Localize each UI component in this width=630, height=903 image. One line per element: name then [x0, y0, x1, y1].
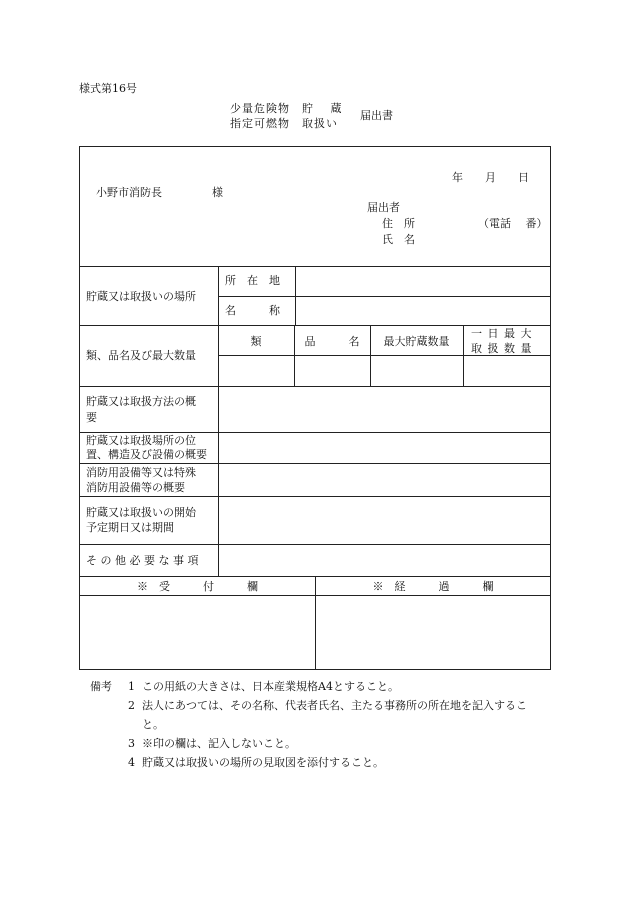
- items-label: 類、品名及び最大数量: [86, 349, 196, 362]
- location-name-field[interactable]: [296, 297, 550, 324]
- other-label: そ の 他 必 要 な 事 項: [86, 554, 199, 567]
- structure-label-line1: 貯蔵又は取扱場所の位: [86, 434, 196, 447]
- address-label: 住 所: [382, 217, 415, 230]
- structure-label-line2: 置、構造及び設備の概要: [86, 448, 207, 461]
- class-field[interactable]: [219, 356, 293, 385]
- form-number: 様式第16号: [79, 82, 137, 95]
- note-number: 4: [128, 756, 135, 769]
- reception-area: [80, 596, 315, 669]
- firefighting-field[interactable]: [219, 464, 550, 495]
- note-text: 法人にあつては、その名称、代表者氏名、主たる事務所の所在地を記入すること。: [142, 699, 527, 731]
- period-label-line1: 貯蔵又は取扱いの開始: [86, 506, 196, 519]
- note-text: ※印の欄は、記入しないこと。: [142, 737, 296, 750]
- structure-field[interactable]: [219, 433, 550, 462]
- location-label: 貯蔵又は取扱いの場所: [86, 290, 196, 303]
- location-name-label: 名 称: [225, 304, 280, 317]
- max-storage-field[interactable]: [371, 356, 462, 385]
- method-field[interactable]: [219, 387, 550, 431]
- name-label: 氏 名: [382, 233, 415, 246]
- product-column-header: 品 名: [304, 334, 360, 348]
- notes: [90, 677, 542, 772]
- note-text: 貯蔵又は取扱いの場所の見取図を添付すること。: [142, 756, 384, 769]
- product-field[interactable]: [295, 356, 369, 385]
- note-item: [90, 677, 542, 696]
- firefighting-label-line2: 消防用設備等の概要: [86, 481, 185, 494]
- period-field[interactable]: [219, 497, 550, 543]
- max-storage-column-header: 最大貯蔵数量: [383, 334, 450, 348]
- title-suffix: 届出書: [360, 109, 393, 122]
- progress-area: [316, 596, 550, 669]
- daily-max-field[interactable]: [464, 356, 550, 385]
- daily-max-header-line1: 一 日 最 大: [471, 327, 533, 340]
- location-address-label: 所 在 地: [225, 274, 280, 287]
- reception-column-header: ※ 受 付 欄: [137, 580, 258, 593]
- firefighting-label-line1: 消防用設備等又は特殊: [86, 466, 196, 479]
- date-field[interactable]: 年 月 日: [452, 171, 529, 184]
- notifier-label: 届出者: [367, 201, 400, 214]
- note-number: 3: [128, 737, 135, 750]
- title-line-1: 少量危険物 貯 蔵: [230, 102, 343, 115]
- note-item: [90, 753, 542, 772]
- note-item: [90, 696, 542, 734]
- note-number: 1: [128, 680, 135, 693]
- location-address-field[interactable]: [296, 267, 550, 295]
- note-item: [90, 734, 542, 753]
- notes-heading: 備考: [90, 680, 112, 693]
- note-text: この用紙の大きさは、日本産業規格A4とすること。: [142, 680, 399, 693]
- daily-max-header-line2: 取 扱 数 量: [471, 342, 533, 355]
- phone-label: （電話 番）: [478, 217, 548, 230]
- period-label-line2: 予定期日又は期間: [86, 521, 174, 534]
- honorific: 様: [212, 186, 223, 199]
- method-label-line2: 要: [86, 411, 97, 424]
- addressee: 小野市消防長: [96, 186, 162, 199]
- other-field[interactable]: [219, 545, 550, 575]
- method-label-line1: 貯蔵又は取扱方法の概: [86, 395, 196, 408]
- progress-column-header: ※ 経 過 欄: [372, 580, 494, 593]
- class-column-header: 類: [250, 334, 262, 348]
- note-number: 2: [128, 699, 135, 712]
- title-line-2: 指定可燃物 取扱い: [230, 117, 338, 130]
